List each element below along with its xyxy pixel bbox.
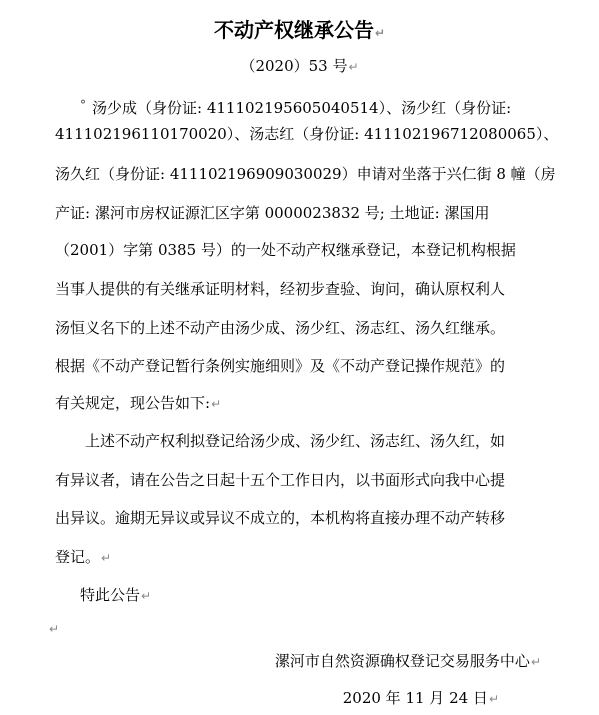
signature-org bbox=[275, 651, 541, 672]
body-line-7 bbox=[55, 318, 505, 338]
body-text: 上述不动产权利拟登记给汤少成、汤少红、汤志红、汤久红，如 bbox=[85, 432, 506, 450]
body-line-6 bbox=[55, 279, 505, 299]
body-text: 411102196110170020）、汤志红（身份证: 411102196712080065）、 bbox=[55, 125, 559, 143]
body-text: （2001）字第 0385 号）的一处不动产权继承登记，本登记机构根据 bbox=[55, 241, 516, 259]
body-line-3 bbox=[55, 164, 556, 184]
paragraph-mark-icon: ↵ bbox=[49, 622, 60, 636]
document-title bbox=[0, 16, 599, 47]
title-text: 不动产权继承公告 bbox=[213, 18, 374, 42]
bullet-icon: ° bbox=[80, 98, 86, 112]
body-text: 出异议。逾期无异议或异议不成立的，本机构将直接办理不动产转移 bbox=[55, 509, 506, 527]
paragraph-mark-icon: ↵ bbox=[101, 551, 112, 565]
paragraph-mark-icon: ↵ bbox=[374, 26, 386, 40]
doc-number-text: （2020）53 号 bbox=[240, 57, 348, 75]
body-line-10 bbox=[85, 431, 505, 451]
body-line-12 bbox=[55, 508, 505, 528]
body-line-9 bbox=[55, 393, 221, 414]
body-line-11 bbox=[55, 470, 505, 490]
signature-org-text: 漯河市自然资源确权登记交易服务中心 bbox=[274, 652, 530, 670]
body-text: 有关规定，现公告如下: bbox=[55, 394, 211, 412]
body-text: 根据《不动产登记暂行条例实施细则》及《不动产登记操作规范》的 bbox=[55, 357, 506, 375]
closing-line bbox=[80, 585, 151, 606]
body-text: 汤少成（身份证: 411102195605040514）、汤少红（身份证: bbox=[92, 99, 512, 117]
empty-line bbox=[48, 618, 59, 639]
body-text: 汤久红（身份证: 411102196909030029）申请对坐落于兴仁街 8 幢（房 bbox=[55, 165, 556, 183]
body-line-13 bbox=[55, 547, 111, 568]
body-line-4 bbox=[55, 203, 489, 223]
signature-date-text: 2020 年 11 月 24 日 bbox=[342, 689, 488, 707]
paragraph-mark-icon: ↵ bbox=[141, 589, 152, 603]
body-line-1 bbox=[80, 95, 511, 118]
signature-date bbox=[343, 688, 499, 709]
body-text: 产证: 漯河市房权证源汇区字第 0000023832 号; 土地证: 漯国用 bbox=[55, 204, 490, 222]
document-number bbox=[0, 56, 599, 77]
paragraph-mark-icon: ↵ bbox=[488, 692, 499, 706]
body-line-2 bbox=[55, 124, 558, 144]
body-text: 有异议者，请在公告之日起十五个工作日内，以书面形式向我中心提 bbox=[55, 471, 506, 489]
body-line-5 bbox=[55, 240, 516, 260]
body-text: 当事人提供的有关继承证明材料，经初步查验、询问，确认原权利人 bbox=[55, 280, 506, 298]
body-line-8 bbox=[55, 356, 505, 376]
body-text: 汤恒义名下的上述不动产由汤少成、汤少红、汤志红、汤久红继承。 bbox=[55, 319, 506, 337]
paragraph-mark-icon: ↵ bbox=[211, 397, 222, 411]
paragraph-mark-icon: ↵ bbox=[530, 655, 541, 669]
closing-text: 特此公告 bbox=[80, 586, 141, 604]
paragraph-mark-icon: ↵ bbox=[348, 60, 359, 74]
body-text: 登记。 bbox=[55, 548, 101, 566]
